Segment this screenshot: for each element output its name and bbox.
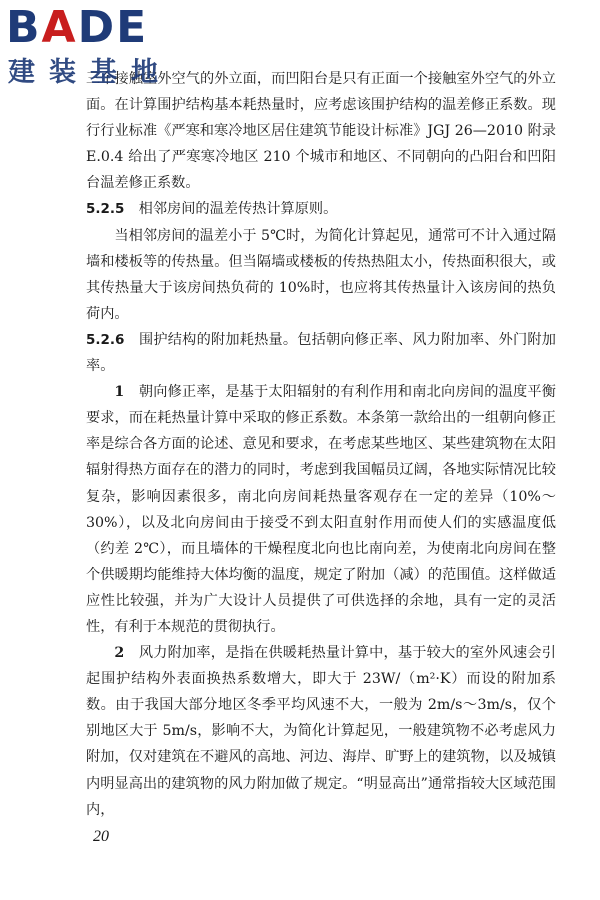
- clause-text: 围护结构的附加耗热量。包括朝向修正率、风力附加率、外门附加率。: [86, 331, 556, 375]
- paragraph-adjacent-rooms: 当相邻房间的温差小于 5℃时，为简化计算起见，通常可不计入通过隔墙和楼板等的传热量。但当隔墙或楼板的传热热阻太小，传热面积很大，或其传热量大于该房间热负荷的 10%时，也应将其传热量计入该房间的热负荷内。: [86, 227, 556, 322]
- clause-number: 5.2.6: [86, 331, 125, 348]
- clause-text: 相邻房间的温差传热计算原则。: [138, 201, 338, 218]
- item-number: 2: [114, 645, 125, 662]
- clause-number: 5.2.5: [86, 201, 125, 218]
- logo-subtitle: 建装基地: [8, 57, 172, 88]
- logo-letter-b: B: [6, 2, 42, 53]
- item-text: 风力附加率，是指在供暖耗热量计算中，基于较大的室外风速会引起围护结构外表面换热系数增大，即大于 23W/（m²·K）而设的附加系数。由于我国大部分地区冬季平均风速不大，一般为 2m/s～3m/s，仅个别地区大于 5m/s，影响不大，为简化计算起见，一般建筑物不必考虑风力附加，仅对建筑在不避风的高地、河边、海岸、旷野上的建筑物，以及城镇内明显高出的建筑物的风力附加做了规定。“明显高出”通常指较大区域范围内，: [86, 645, 556, 818]
- item-wind-addition: [86, 640, 556, 823]
- document-body: [86, 66, 556, 823]
- logo-wordmark: [6, 2, 149, 53]
- logo-letter-a-accent: A: [41, 2, 78, 53]
- item-orientation-correction: [86, 379, 556, 640]
- bade-watermark-logo: [6, 2, 186, 98]
- clause-5-2-6: [86, 327, 556, 379]
- item-text: 朝向修正率，是基于太阳辐射的有利作用和南北向房间的温度平衡要求，而在耗热量计算中采取的修正系数。本条第一款给出的一组朝向修正率是综合各方面的论述、意见和要求，在考虑某些地区、某些建筑物在太阳辐射得热方面存在的潜力的同时，考虑到我国幅员辽阔，各地实际情况比较复杂，影响因素很多，南北向房间耗热量客观存在一定的差异（10%～30%），以及北向房间由于接受不到太阳直射作用而使人们的实感温度低（约差 2℃），而且墙体的干燥程度北向也比南向差，为使南北向房间在整个供暖期均能维持大体均衡的温度，规定了附加（减）的范围值。这样做适应性比较强，并为广大设计人员提供了可供选择的余地，具有一定的灵活性，有利于本规范的贯彻执行。: [86, 384, 556, 635]
- logo-letters-de: DE: [77, 2, 149, 53]
- item-number: 1: [114, 384, 125, 401]
- clause-5-2-5: [86, 196, 556, 222]
- paragraph-continuation: 三个接触室外空气的外立面，而凹阳台是只有正面一个接触室外空气的外立面。在计算围护结构基本耗热量时，应考虑该围护结构的温差修正系数。现行行业标准《严寒和寒冷地区居住建筑节能设计标准》JGJ 26—2010 附录 E.0.4 给出了严寒寒冷地区 210 个城市和地区、不同朝向的凸阳台和凹阳台温差修正系数。: [86, 71, 556, 192]
- page-number: 20: [93, 828, 109, 845]
